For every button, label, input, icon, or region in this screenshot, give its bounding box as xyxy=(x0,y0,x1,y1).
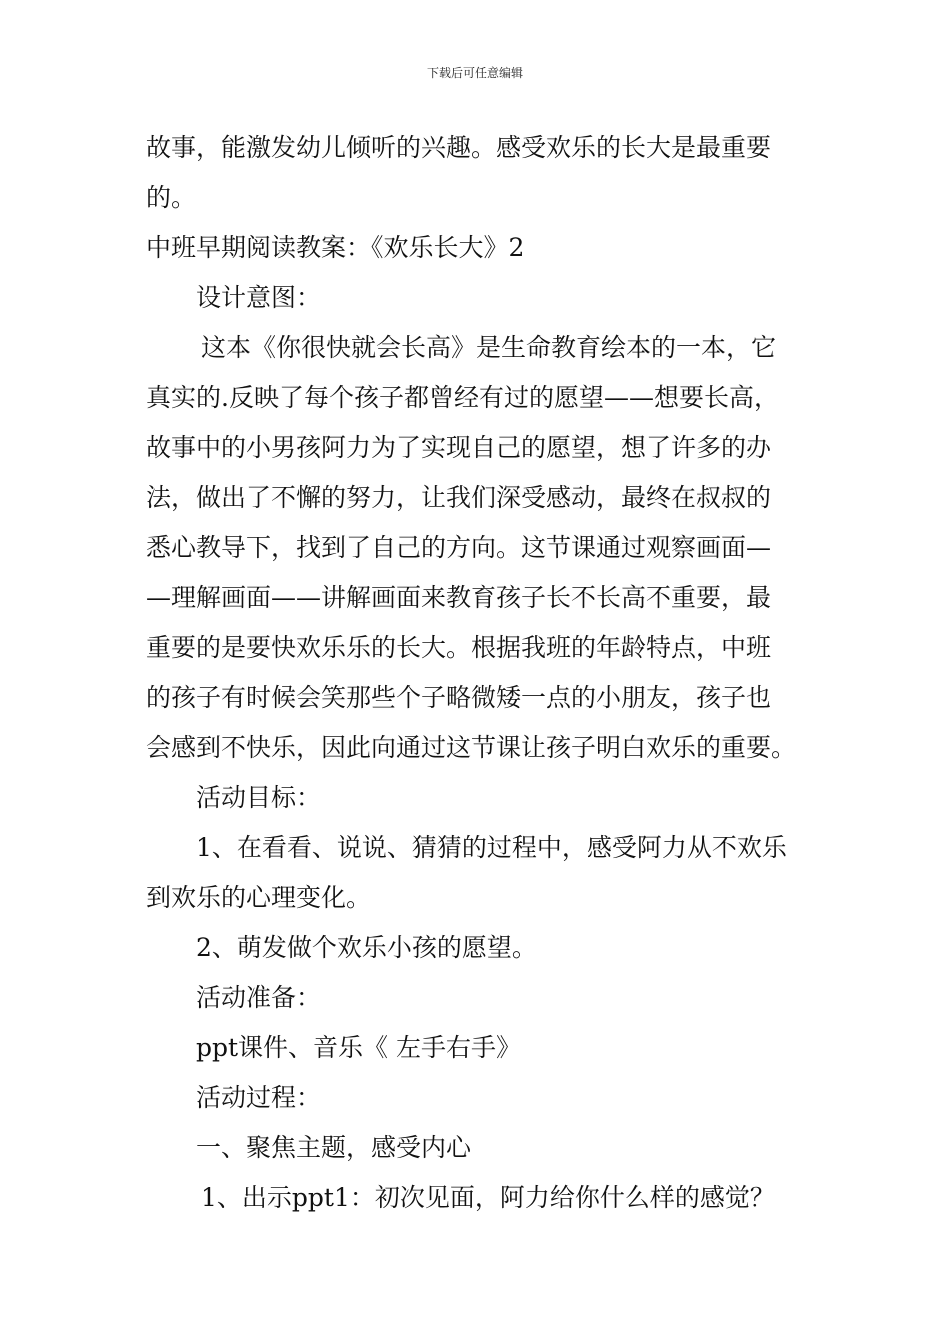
body-line: 重要的是要快欢乐乐的长大。根据我班的年龄特点，中班 xyxy=(146,633,772,662)
heading-activity-goals: 活动目标： xyxy=(196,783,322,812)
prep-item: ppt课件、音乐《 左手右手》 xyxy=(196,1033,522,1062)
body-line: 的孩子有时候会笑那些个子略微矮一点的小朋友，孩子也 xyxy=(146,683,772,712)
heading-activity-process: 活动过程： xyxy=(196,1083,322,1112)
heading-activity-prep: 活动准备： xyxy=(196,983,322,1012)
body-line: 到欢乐的心理变化。 xyxy=(146,883,372,912)
body-line: 的。 xyxy=(146,183,197,212)
body-line: 真实的.反映了每个孩子都曾经有过的愿望——想要长高， xyxy=(146,383,779,412)
process-step-heading: 一、聚焦主题，感受内心 xyxy=(196,1133,472,1162)
goal-item: 1、在看看、说说、猜猜的过程中，感受阿力从不欢乐 xyxy=(196,833,787,862)
body-line: 故事，能激发幼儿倾听的兴趣。感受欢乐的长大是最重要 xyxy=(146,133,772,162)
body-line: 法，做出了不懈的努力，让我们深受感动，最终在叔叔的 xyxy=(146,483,772,512)
process-step-item: 1、出示ppt1：初次见面，阿力给你什么样的感觉？ xyxy=(201,1183,775,1212)
document-body xyxy=(146,123,808,1223)
body-line: —理解画面——讲解画面来教育孩子长不长高不重要，最 xyxy=(146,583,772,612)
page-header: 下载后可任意编辑 xyxy=(426,66,523,80)
section-title: 中班早期阅读教案：《欢乐长大》2 xyxy=(146,233,525,262)
goal-item: 2、萌发做个欢乐小孩的愿望。 xyxy=(196,933,537,962)
body-line: 悉心教导下，找到了自己的方向。这节课通过观察画面— xyxy=(146,533,772,562)
body-line: 这本《你很快就会长高》是生命教育绘本的一本，它 xyxy=(201,333,777,362)
heading-design-intent: 设计意图： xyxy=(196,283,322,312)
body-line: 会感到不快乐，因此向通过这节课让孩子明白欢乐的重要。 xyxy=(146,733,797,762)
body-line: 故事中的小男孩阿力为了实现自己的愿望，想了许多的办 xyxy=(146,433,772,462)
